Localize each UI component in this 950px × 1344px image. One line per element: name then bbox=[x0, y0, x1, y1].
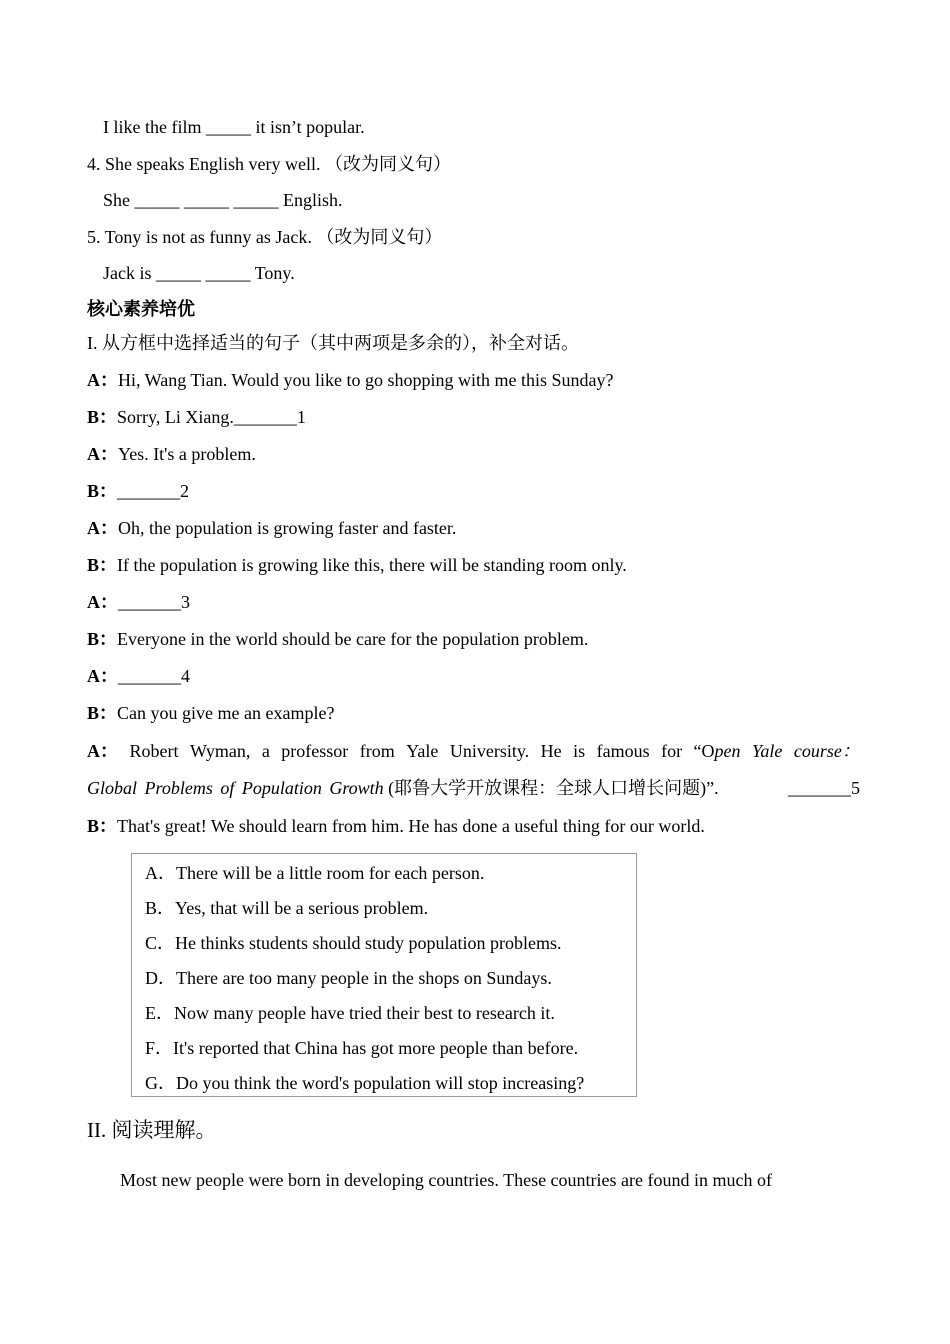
speaker-label: A： bbox=[87, 592, 118, 612]
option-b: B．Yes, that will be a serious problem. bbox=[145, 898, 429, 918]
question-5: 5. Tony is not as funny as Jack. （改为同义句） bbox=[87, 227, 443, 247]
question-4: 4. She speaks English very well. （改为同义句） bbox=[87, 154, 451, 174]
part1-instruction: I. 从方框中选择适当的句子（其中两项是多余的），补全对话。 bbox=[87, 333, 579, 353]
dialogue-text: Oh, the population is growing faster and faster. bbox=[118, 518, 457, 538]
word: Yale bbox=[406, 741, 439, 761]
dialogue-line bbox=[87, 627, 588, 651]
dialogue-line bbox=[87, 516, 456, 540]
speaker-label: B： bbox=[87, 703, 118, 723]
dialogue-line bbox=[87, 701, 334, 725]
speaker-label: B： bbox=[87, 555, 118, 575]
dialogue-text: Everyone in the world should be care for the population problem. bbox=[117, 629, 589, 649]
course-title-rest: (耶鲁大学开放课程：全球人口增长问题)”. bbox=[388, 778, 719, 798]
question-4-answer: She _____ _____ _____ English. bbox=[103, 190, 343, 210]
word: for bbox=[661, 741, 683, 761]
word-italic: pen bbox=[714, 741, 741, 761]
course-title-italic bbox=[87, 776, 719, 800]
dialogue-line bbox=[87, 405, 306, 429]
option-g: G．Do you think the word's population will stop increasing? bbox=[145, 1073, 585, 1093]
dialogue-line bbox=[87, 553, 627, 577]
dialogue-line bbox=[87, 442, 256, 466]
part2-heading: II. 阅读理解。 bbox=[87, 1118, 217, 1142]
dialogue-line bbox=[87, 664, 190, 688]
word-italic: Yale bbox=[752, 741, 783, 761]
word: a bbox=[261, 741, 270, 761]
long-turn-line-1 bbox=[87, 739, 860, 763]
dialogue-text: _______4 bbox=[118, 666, 190, 686]
dialogue-text: Sorry, Li Xiang._______1 bbox=[117, 407, 306, 427]
word: He bbox=[540, 741, 562, 761]
reading-paragraph: Most new people were born in developing countries. These countries are found in much of bbox=[120, 1170, 772, 1190]
speaker-label: A： bbox=[87, 444, 118, 464]
section-title: 核心素养培优 bbox=[87, 299, 195, 319]
word: from bbox=[359, 741, 395, 761]
speaker-label: A： bbox=[87, 666, 118, 686]
speaker-label: A： bbox=[87, 741, 118, 761]
long-turn-line-2 bbox=[87, 776, 860, 800]
word: famous bbox=[596, 741, 650, 761]
dialogue-text: Can you give me an example? bbox=[117, 703, 335, 723]
dialogue-text: _______3 bbox=[118, 592, 190, 612]
word-part: “O bbox=[693, 741, 715, 761]
dialogue-line bbox=[87, 590, 190, 614]
option-a: A．There will be a little room for each person. bbox=[145, 863, 485, 883]
word: Wyman, bbox=[189, 741, 251, 761]
italic-text: Global Problems of Population Growth bbox=[87, 778, 384, 798]
speaker-label: B： bbox=[87, 481, 118, 501]
speaker-label: B： bbox=[87, 816, 118, 836]
word bbox=[694, 739, 741, 763]
option-f: F．It's reported that China has got more people than before. bbox=[145, 1038, 579, 1058]
word: Robert bbox=[129, 741, 179, 761]
dialogue-line bbox=[87, 814, 705, 838]
word: is bbox=[573, 741, 586, 761]
word: University. bbox=[449, 741, 530, 761]
blank-5: _______5 bbox=[788, 778, 860, 798]
speaker-label: B： bbox=[87, 407, 118, 427]
dialogue-line bbox=[87, 479, 189, 503]
dialogue-text: _______2 bbox=[117, 481, 190, 501]
speaker-label: B： bbox=[87, 629, 118, 649]
option-c: C．He thinks students should study population problems. bbox=[145, 933, 562, 953]
word-italic: course： bbox=[793, 741, 860, 761]
dialogue-text: Yes. It's a problem. bbox=[118, 444, 256, 464]
dialogue-text: That's great! We should learn from him. He has done a useful thing for our world. bbox=[117, 816, 705, 836]
speaker-label: A： bbox=[87, 370, 118, 390]
dialogue-line bbox=[87, 368, 613, 392]
word: professor bbox=[281, 741, 349, 761]
options-box bbox=[131, 853, 637, 1097]
dialogue-text: If the population is growing like this, there will be standing room only. bbox=[117, 555, 627, 575]
option-e: E．Now many people have tried their best to research it. bbox=[145, 1003, 555, 1023]
question-5-answer: Jack is _____ _____ Tony. bbox=[103, 263, 295, 283]
dialogue-text: Hi, Wang Tian. Would you like to go shopping with me this Sunday? bbox=[118, 370, 614, 390]
speaker-label: A： bbox=[87, 518, 118, 538]
option-d: D．There are too many people in the shops on Sundays. bbox=[145, 968, 552, 988]
exercise-line-film: I like the film _____ it isn’t popular. bbox=[103, 117, 365, 137]
